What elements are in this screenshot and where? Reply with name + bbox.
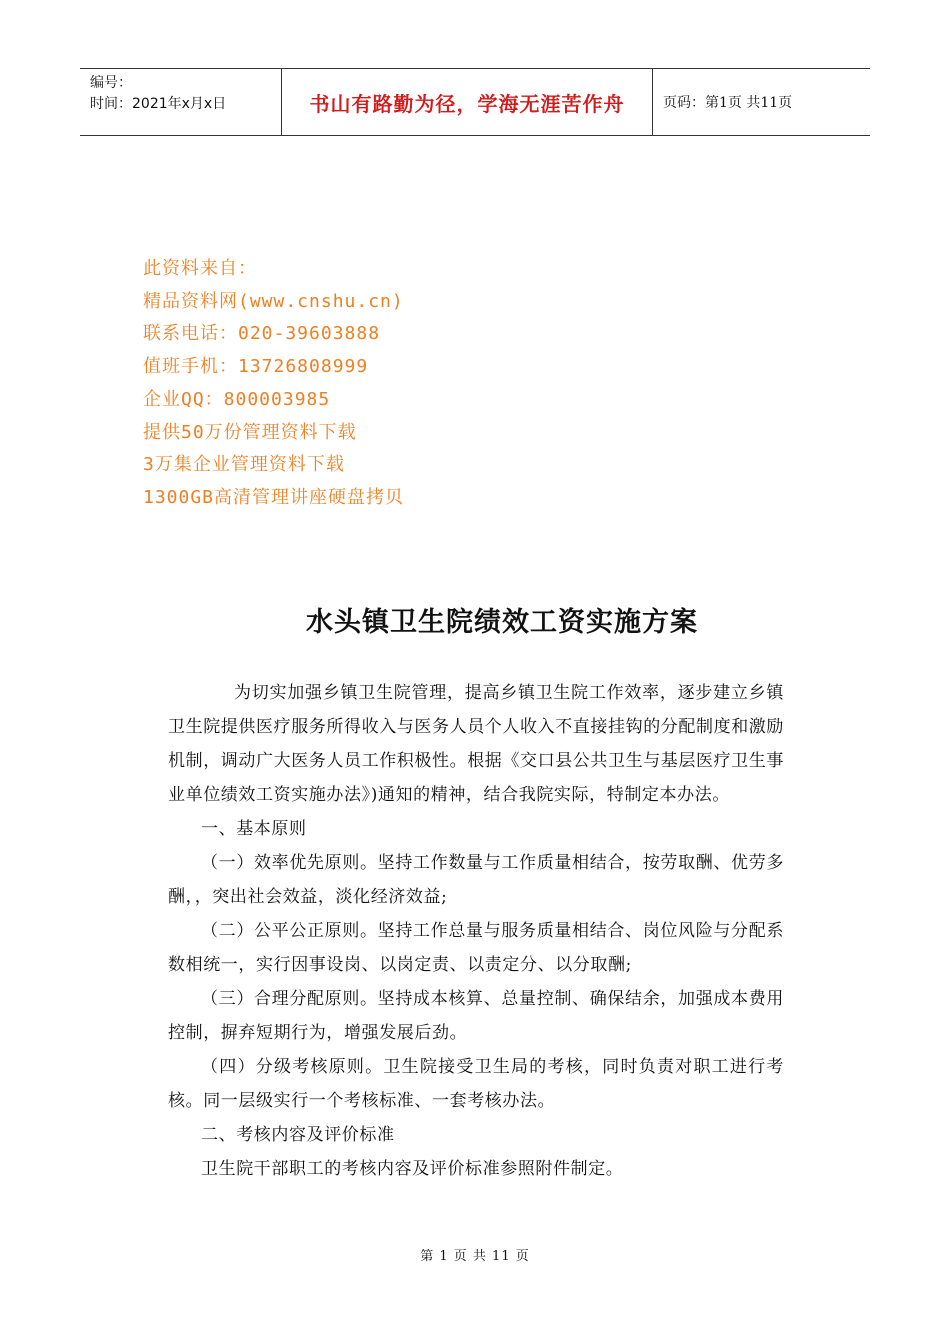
header-meta: [80, 69, 281, 135]
principle-paragraph: （四）分级考核原则。卫生院接受卫生局的考核，同时负责对职工进行考核。同一层级实行一个考核标准、一套考核办法。: [168, 1057, 784, 1111]
promo-line: 精品资料网(www.cnshu.cn): [143, 290, 404, 312]
header-page-label: 页码：第1页 共11页: [663, 95, 793, 111]
promo-line: 1300GB高清管理讲座硬盘拷贝: [143, 486, 405, 508]
section-heading: 二、考核内容及评价标准: [201, 1125, 395, 1145]
principle-paragraph: （三）合理分配原则。坚持成本核算、总量控制、确保结余，加强成本费用控制，摒弃短期行为，增强发展后劲。: [168, 989, 784, 1043]
promo-line: 3万集企业管理资料下载: [143, 454, 345, 476]
promo-line: 值班手机：13726808999: [143, 356, 369, 378]
document-title: 水头镇卫生院绩效工资实施方案: [306, 607, 698, 638]
source-info-block: [143, 253, 404, 515]
promo-line: 提供50万份管理资料下载: [143, 421, 357, 443]
promo-line: 企业QQ：800003985: [143, 388, 331, 410]
promo-line: 此资料来自：: [143, 258, 257, 279]
section-heading: 一、基本原则: [201, 819, 307, 839]
number-label: 编号：: [90, 75, 132, 91]
section-paragraph: 卫生院干部职工的考核内容及评价标准参照附件制定。: [201, 1159, 624, 1179]
principle-paragraph: （一）效率优先原则。坚持工作数量与工作质量相结合，按劳取酬、优劳多酬，，突出社会效益，淡化经济效益;: [168, 853, 784, 907]
time-label: 时间：2021年x月x日: [90, 96, 227, 112]
page-footer: 第 1 页 共 11 页: [420, 1249, 530, 1264]
page-header: [80, 68, 870, 136]
document-body: [168, 676, 784, 1186]
header-motto: 书山有路勤为径，学海无涯苦作舟: [281, 69, 653, 135]
promo-line: 联系电话：020-39603888: [143, 323, 381, 345]
intro-paragraph: 为切实加强乡镇卫生院管理，提高乡镇卫生院工作效率，逐步建立乡镇卫生院提供医疗服务所得收入与医务人员个人收入不直接挂钩的分配制度和激励机制，调动广大医务人员工作积极性。根据《交口县公共卫生与基层医疗卫生事业单位绩效工资实施办法》)通知的精神，结合我院实际，特制定本办法。: [168, 683, 784, 805]
principle-paragraph: （二）公平公正原则。坚持工作总量与服务质量相结合、岗位风险与分配系数相统一，实行因事设岗、以岗定责、以责定分、以分取酬;: [168, 921, 784, 975]
